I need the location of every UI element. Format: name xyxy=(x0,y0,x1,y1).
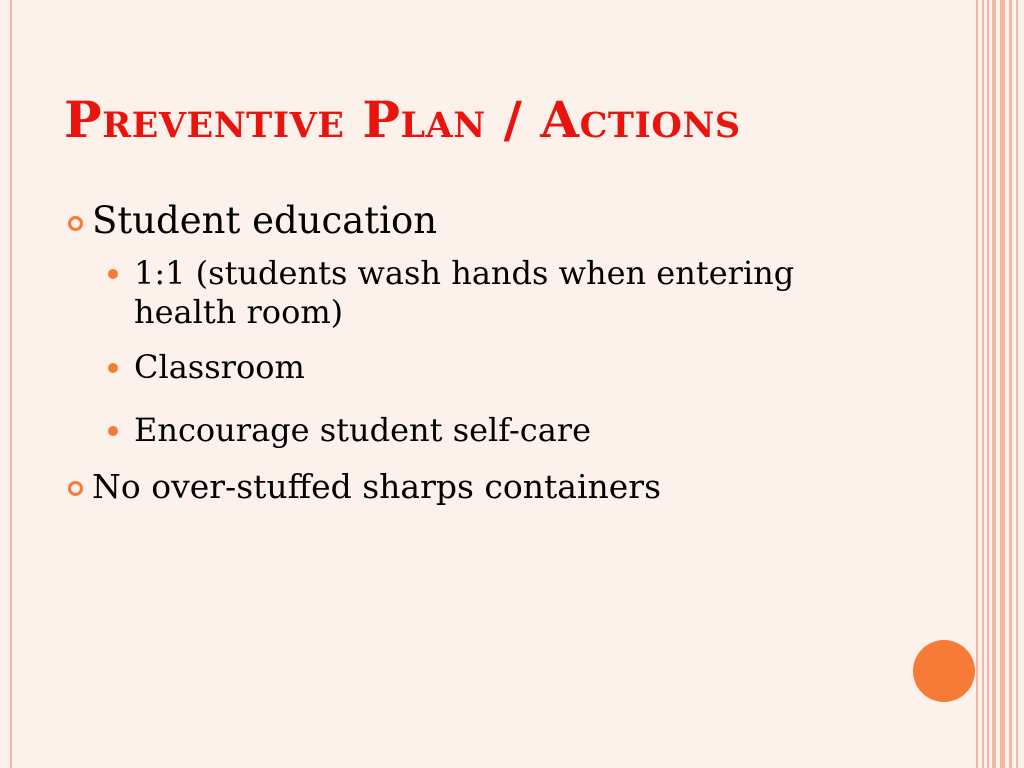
ring-bullet-icon xyxy=(68,216,83,231)
slide-title: Preventive Plan / Actions xyxy=(64,90,741,149)
sub-bullet-item xyxy=(68,254,888,332)
bullet-text: No over-stuffed sharps containers xyxy=(92,467,662,507)
sub-bullet-text: Classroom xyxy=(134,348,305,387)
dot-bullet-icon xyxy=(108,426,118,436)
sub-bullet-item xyxy=(68,348,888,387)
ring-bullet-icon xyxy=(68,481,83,496)
decorative-circle xyxy=(913,640,975,702)
sub-bullet-text: Encourage student self-care xyxy=(134,411,592,450)
dot-bullet-icon xyxy=(108,363,118,373)
bullet-text: Student education xyxy=(92,199,438,242)
bullet-item xyxy=(68,466,888,507)
sub-bullet-text: 1:1 (students wash hands when entering health room) xyxy=(134,254,795,332)
dot-bullet-icon xyxy=(108,269,118,279)
decorative-stripe xyxy=(992,0,996,768)
decorative-stripe xyxy=(1016,0,1018,768)
bullet-item xyxy=(68,198,888,244)
sub-bullet-item xyxy=(68,411,888,450)
decorative-stripe xyxy=(982,0,984,768)
slide-content xyxy=(68,198,888,518)
decorative-stripe xyxy=(1009,0,1012,768)
decorative-stripe xyxy=(987,0,989,768)
decorative-stripe xyxy=(1000,0,1005,768)
